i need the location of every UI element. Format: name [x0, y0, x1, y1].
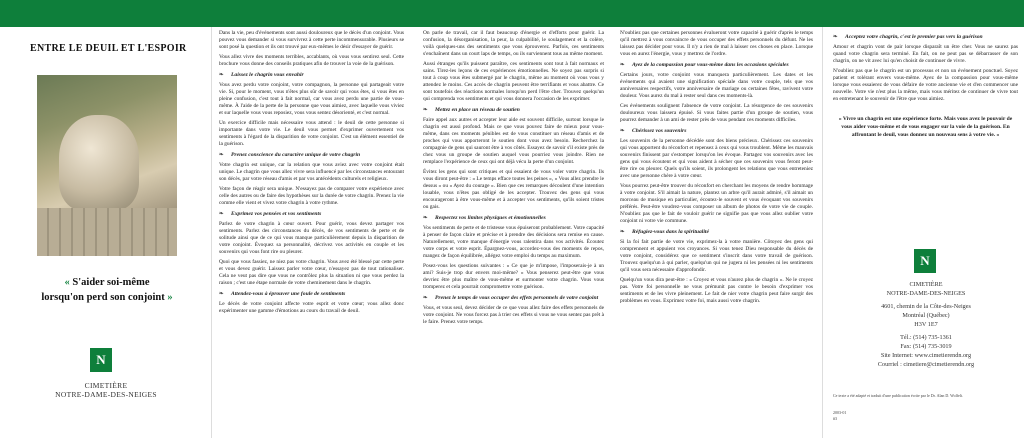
section-heading: ❧ Chérissez vos souvenirs — [620, 128, 687, 134]
paragraph: Faire appel aux autres et accepter leur aide est souvent difficile, surtout lorsque le chagrin est aussi profond. Mais ce que vous pouvez faire de mieux pour vous-même, dans ces moments pénibles est de vous constituer un réseau d'amis et de proches qui vous apporteront le soutien dont vous avez besoin. Recherchez la compagnie de gens qui sauront être à vos côtés. Essayez de savoir s'il existe près de chez vous un groupe de soutien auquel vous pourriez vous joindre. Rien ne remplace l'expérience de ceux qui ont déjà vécu la perte d'un conjoint. — [423, 117, 604, 165]
cemetery-name-line-1: CIMETIÈRE — [909, 281, 943, 288]
cemetery-logo-icon: N — [914, 249, 936, 273]
ornament-icon: ❧ — [219, 211, 224, 217]
ornament-icon: ❧ — [620, 229, 625, 235]
text-column-2 — [212, 27, 412, 438]
paragraph: Si la foi fait partie de votre vie, exprimez-la à votre manière. Côtoyez des gens qui comprennent et appuient vos croyances. Si vous tenez Dieu responsable du décès de votre conjoint, considérez que ce sentiment s'inscrit dans votre travail de guérison. Trouvez quelqu'un à qui parler, quelqu'un qui ne jugera ni les pensées ni les sentiments qu'il vous sera nécessaire d'approfondir. — [620, 239, 813, 273]
text-column-3 — [415, 27, 610, 438]
cemetery-logo-icon: N — [90, 348, 112, 372]
statue-photo — [37, 75, 177, 256]
paragraph: N'oubliez pas que le chagrin est un processus et non un événement ponctuel. Soyez patient et tolérant envers vous-même. Ayez de la compassion pour vous-même lorsque vous essaierez de vous défaire de votre ancienne vie et d'en commencer une nouvelle. Votre vie n'est plus la même, mais vous méritez de continuer de vivre tout en entretenant le souvenir de l'être que vous aimiez. — [833, 68, 1018, 102]
paragraph: Le décès de votre conjoint affecte votre esprit et votre cœur; vous allez donc expérimenter une gamme d'émotions au cours du travail de deuil. — [219, 301, 404, 314]
ornament-icon: ❧ — [219, 291, 224, 297]
subtitle-line-2: lorsqu'on perd son conjoint — [41, 292, 165, 303]
ornament-icon: ❧ — [423, 107, 428, 113]
back-panel — [822, 27, 1024, 438]
cemetery-name-line-2: NOTRE-DAME-DES-NEIGES — [55, 390, 157, 399]
ornament-icon: ❧ — [423, 295, 428, 301]
section-heading: ❧ Attendez-vous à éprouver une foule de sentiments — [219, 291, 346, 297]
paragraph: Certains jours, votre conjoint vous manquera particulièrement. Les dates et les événements qui avaient une signification spéciale dans votre couple, tels que vos anniversaires respectifs, votre anniversaire de mariage ou certaines fêtes, ravivent votre douleur. Vous aurez du mal à rester seul dans ces moments-là. — [620, 72, 813, 99]
section-heading: ❧ Prenez conscience du caractère unique de votre chagrin — [219, 152, 361, 158]
address: 4601, chemin de la Côte-des-Neiges — [881, 303, 971, 310]
ornament-icon: ❧ — [833, 34, 838, 40]
section-heading: ❧ Ayez de la compassion pour vous-même dans les occasions spéciales — [620, 62, 789, 68]
paragraph: Dans la vie, peu d'événements sont aussi douloureux que le décès d'un conjoint. Vous pouvez vous demander si vous survivrez à cette perte incommensurable. Plusieurs se sont posé la question et ils ont trouvé par eux-mêmes le désir d'essayer de guérir. — [219, 30, 404, 50]
paragraph: Un exercice difficile mais nécessaire vous attend : le deuil de cette personne si importante dans votre vie. Le deuil vous permet d'exprimer ouvertement vos sentiments à l'égard de la disparition de votre conjoint. C'est un élément essentiel de la guérison. — [219, 120, 404, 147]
email: Courriel : cimetiere@cimetierendn.org — [877, 361, 975, 368]
paragraph: Vous avez perdu votre conjoint, votre compagnon, la personne qui partageait votre vie. Si, pour le moment, vous n'êtes plus sûr de savoir qui vous êtes, si vous êtes en pleine confusion, c'est tout à fait normal, car vous avez perdu une partie de vous-même. À l'aide de la perte de la personne que vous aimiez, avec laquelle vous viviez et sur laquelle vous vous reposiez, vous vous sentez désorienté, et c'est normal. — [219, 82, 404, 116]
paragraph: Ces événements soulignent l'absence de votre conjoint. La résurgence de ces souvenirs douloureux vous laissera épuisé. Si vous faites partie d'un groupe de soutien, vous pourrez demander à un ami de rester près de vous pendant ces moments difficiles. — [620, 103, 813, 123]
closing-quote: « Vivre un chagrin est une expérience forte. Mais vous avez le pouvoir de vous aider vous-même et de vous engager sur la voie de la guérison. En affrontant le deuil, vous donnez un nouveau sens à votre vie. » — [838, 116, 1013, 138]
section-heading: ❧ Respectez vos limites physiques et émotionnelles — [423, 215, 546, 221]
section-heading: ❧ Réfugiez-vous dans la spiritualité — [620, 229, 709, 235]
cemetery-name-line-2: NOTRE-DAME-DES-NEIGES — [886, 290, 966, 297]
paragraph: Vous, et vous seul, devez décider de ce que vous allez faire des effets personnels de votre conjoint. Ne vous forcez pas à trier ces effets si vous ne vous sentez pas prêt à le faire. Prenez votre temps. — [423, 305, 604, 325]
cover-panel — [0, 27, 212, 438]
cemetery-name-line-1: CIMETIÈRE — [84, 381, 128, 390]
section-heading: ❧ Exprimez vos pensées et vos sentiments — [219, 211, 322, 217]
paragraph: Vous pourrez peut-être trouver du réconfort en cherchant les moyens de rendre hommage à votre conjoint. S'il aimait la nature, plantez un arbre qu'il aurait admiré, s'il aimait un morceau de musique en particulier, écoutez-le souvent et vous évoquant vos souvenirs préférés. Peut-être voudrez-vous composer un album de photos de votre vie de couple. N'oubliez pas que le fait de vouloir guérir ne signifie pas que vous allez oublier votre conjoint ni votre vie commune. — [620, 183, 813, 224]
section-heading: ❧ Prenez le temps de vous occuper des effets personnels de votre conjoint — [423, 295, 599, 301]
paragraph: Quelqu'un vous dira peut-être : « Croyez et vous n'aurez plus de chagrin ». Ne le croyez pas. Votre foi personnelle ne vous prémunit pas contre le besoin d'exprimer vos sentiments et de les vivre pleinement. Le fait de nier votre chagrin peut faire surgir des problèmes en vous. Exprimez votre foi, mais aussi votre chagrin. — [620, 277, 813, 304]
statue-base — [37, 208, 177, 256]
open-quote: « — [64, 277, 70, 288]
subtitle-line-1: S'aider soi-même — [72, 277, 150, 288]
website: Site Internet: www.cimetierendn.org — [880, 352, 972, 359]
paragraph: Quoi que vous fassiez, ne niez pas votre chagrin. Vous avez été blessé par cette perte et vous devez guérir. Laissez parler votre cœur, n'essayez pas de tout rationaliser. Cela ne veut pas dire que vous ne contrôlez plus la situation ni que vous perdez la raison ; c'est une étape normale de votre cheminement dans le chagrin. — [219, 259, 404, 286]
paragraph: Vous allez vivre des moments terribles, accablants, où vous vous sentirez seul. Cette brochure vous donne des conseils pratiques afin de trouver la voie de la guérison. — [219, 54, 404, 67]
ornament-icon: ❧ — [423, 215, 428, 221]
paragraph: Les souvenirs de la personne décédée sont des biens précieux. Chérissez ces souvenirs qui vous apportent du réconfort et repensez à ceux qui vous troublent. Même les mauvais souvenirs finissent par s'estomper lorsqu'on les évoque. Partagez vos souvenirs avec les gens qui vous écoutent et qui vous aident à sécher que ces souvenirs vous feront peut-être rire ou pleurer. Quels qu'ils soient, ils prolongent les relations que vous entreteniez avec une personne chère à votre cœur. — [620, 138, 813, 179]
publication-number: #3 — [833, 416, 837, 421]
ornament-icon: ❧ — [620, 128, 625, 134]
postal-code: H3V 1E7 — [914, 321, 938, 328]
cover-title: ENTRE LE DEUIL ET L'ESPOIR — [30, 43, 187, 54]
fax: Fax: (514) 735-3019 — [900, 343, 952, 350]
paragraph: Parlez de votre chagrin à cœur ouvert. Pour guérir, vous devez partager vos sentiments. Parlez des circonstances du décès, de vos sentiments de perte et de solitude ainsi que de ce qui vous manque particulièrement depuis la disparition de votre conjoint. Évoquez sa personnalité, décrivez vos activités en couple et les souvenirs qui vous font rire ou pleurer. — [219, 221, 404, 255]
paragraph: On parle de travail, car il faut beaucoup d'énergie et d'efforts pour guérir. La confusion, la désorganisation, la peur, la culpabilité, le soulagement et la colère, voilà quelques-uns des sentiments que vous éprouverez. Parfois, ces sentiments s'enchaînent dans un court laps de temps, ou ils surviennent tous au même moment. — [423, 30, 604, 57]
paragraph: N'oubliez pas que certaines personnes évalueront votre capacité à guérir d'après le temps qu'il mettrez à vous convaincre de vous occuper des effets personnels du défunt. Ne les laissez pas décider pour vous. Il n'y a rien de mal à laisser ces choses en place. Lorsque vous en aurez l'énergie, vous y mettrez de l'ordre. — [620, 30, 813, 57]
ornament-icon: ❧ — [219, 152, 224, 158]
paragraph: Amour et chagrin vont de pair lorsque disparaît un être cher. Vous ne saurez pas quand votre chagrin sera terminé. En fait, on ne peut pas se débarrasser de son chagrin, on ne vit avec lui qu'en choisit de continuer de vivre. — [833, 44, 1018, 64]
paragraph: Vos sentiments de perte et de tristesse vous épuiseront probablement. Votre capacité à penser de façon claire et précise et à prendre des décisions sera remise en cause. Naturellement, votre manque d'énergie vous ralentira dans vos activités. Écoutez votre corps et votre esprit. Épargnez-vous, accordez-vous des moments de repos, mangez de façon équilibrée, allégez votre emploi du temps au maximum. — [423, 225, 604, 259]
section-heading: ❧ Mettez en place un réseau de soutien — [423, 107, 520, 113]
paragraph: Évitez les gens qui sont critiques et qui essaient de vous voler votre chagrin. Ils vous diront peut-être : « Le temps efface toutes les peines », « Vous allez prendre le dessus » ou « Ayez du courage ». Bien que ces remarques découlent d'une intention louable, vous n'êtes pas obligé de les accepter. Trouvez des gens qui vous encourageront à être vous-même et à accepter vos sentiments, qu'ils soient tristes ou gais. — [423, 169, 604, 210]
publication-code: 2003-01 — [833, 410, 847, 415]
ornament-icon: ❧ — [620, 62, 625, 68]
credit-note: Ce texte a été adapté et traduit d'une publication écrite par le Dr. Alan D. Wolfelt. — [833, 393, 964, 398]
paragraph: Votre chagrin est unique, car la relation que vous aviez avec votre conjoint était unique. Le chagrin que vous allez vivre sera influencé par les circonstances entourant son décès, par votre réseau d'amis et par vos antécédents culturels et religieux. — [219, 162, 404, 182]
ornament-icon: ❧ — [219, 72, 224, 78]
text-column-4 — [612, 27, 819, 438]
close-quote: » — [167, 292, 173, 303]
paragraph: Aussi étranges qu'ils puissent paraître, ces sentiments sont tout à fait normaux et sains. Tirez-les leçons de ces expériences émotionnelles. Ne soyez pas surpris si tout à coup vous êtes submergé par le chagrin, même au moment où vous vous y attendez le moins. Ces accès de chagrin peuvent être terrifiants et vous abattre. Ce sont toutefois des réactions normales lorsqu'on perd l'être cher. Trouvez quelqu'un qui comprenda vos sentiments et qui vous donnera l'occasion de les exprimer. — [423, 61, 604, 102]
section-heading: ❧ Acceptez votre chagrin, c'est le premier pas vers la guérison — [833, 34, 983, 40]
telephone: Tél.: (514) 735-1361 — [900, 334, 952, 341]
paragraph: Posez-vous les questions suivantes : « Ce que je m'impose, l'imposerais-je à un ami? Suis-je trop dur envers moi-même? » Vous penserez peut-être que vous devriez être plus maître de vous-même et surmonter votre chagrin. Vous vous tromperez et cela pourrait compromettre votre guérison. — [423, 263, 604, 290]
paragraph: Votre façon de réagir sera unique. N'essayez pas de comparer votre expérience avec celle des autres ou de faire des hypothèses sur la durée de votre chagrin. Prenez la vie comme elle vient et vivez votre chagrin à votre rythme. — [219, 186, 404, 206]
statue-figure — [59, 115, 139, 211]
section-heading: ❧ Laissez le chagrin vous envahir — [219, 72, 304, 78]
city: Montréal (Québec) — [902, 312, 950, 319]
cover-subtitle — [14, 275, 200, 305]
top-green-bar — [0, 0, 1024, 27]
